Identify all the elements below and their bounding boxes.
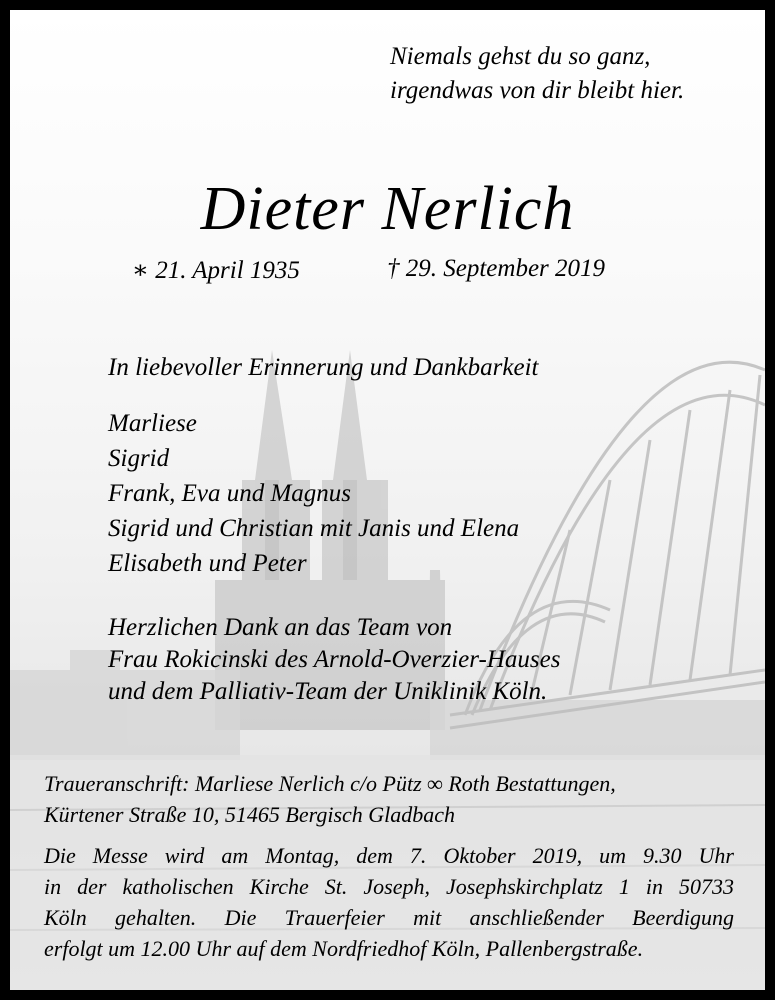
motto-line: irgendwas von dir bleibt hier. [390,77,685,104]
service-info [44,840,734,964]
mourner-entry: Frank, Eva und Magnus [108,480,352,507]
mourner-entry: Sigrid und Christian mit Janis und Elena [108,515,520,542]
mourning-address [44,768,616,830]
thanks-line: Frau Rokicinski des Arnold-Overzier-Hauses [108,646,561,673]
thanks-line: Herzlichen Dank an das Team von [108,614,453,641]
service-line: Köln gehalten. Die Trauerfeier mit anschließender Beerdigung [44,905,734,930]
motto-line: Niemals gehst du so ganz, [390,43,651,70]
service-line: erfolgt um 12.00 Uhr auf dem Nordfriedhof Köln, Pallenbergstraße. [44,936,644,961]
motto [390,40,684,108]
death-date: † 29. September 2019 [387,255,606,282]
deceased-name: Dieter Nerlich [200,175,575,243]
mourners-list [108,406,519,581]
obituary-card [10,10,765,990]
thanks-paragraph [108,612,560,708]
mourner-entry: Sigrid [108,445,170,472]
address-line: Traueranschrift: Marliese Nerlich c/o Pütz ∞ Roth Bestattungen, [44,771,616,796]
thanks-line: und dem Palliativ-Team der Uniklinik Köln. [108,678,548,705]
birth-date: ∗ 21. April 1935 [132,257,300,284]
service-line: in der katholischen Kirche St. Joseph, Josephskirchplatz 1 in 50733 [44,874,734,899]
service-line: Die Messe wird am Montag, dem 7. Oktober 2019, um 9.30 Uhr [44,843,734,868]
remembrance-line: In liebevoller Erinnerung und Dankbarkeit [108,354,539,381]
address-line: Kürtener Straße 10, 51465 Bergisch Gladbach [44,802,456,827]
mourner-entry: Elisabeth und Peter [108,550,307,577]
mourner-entry: Marliese [108,410,197,437]
